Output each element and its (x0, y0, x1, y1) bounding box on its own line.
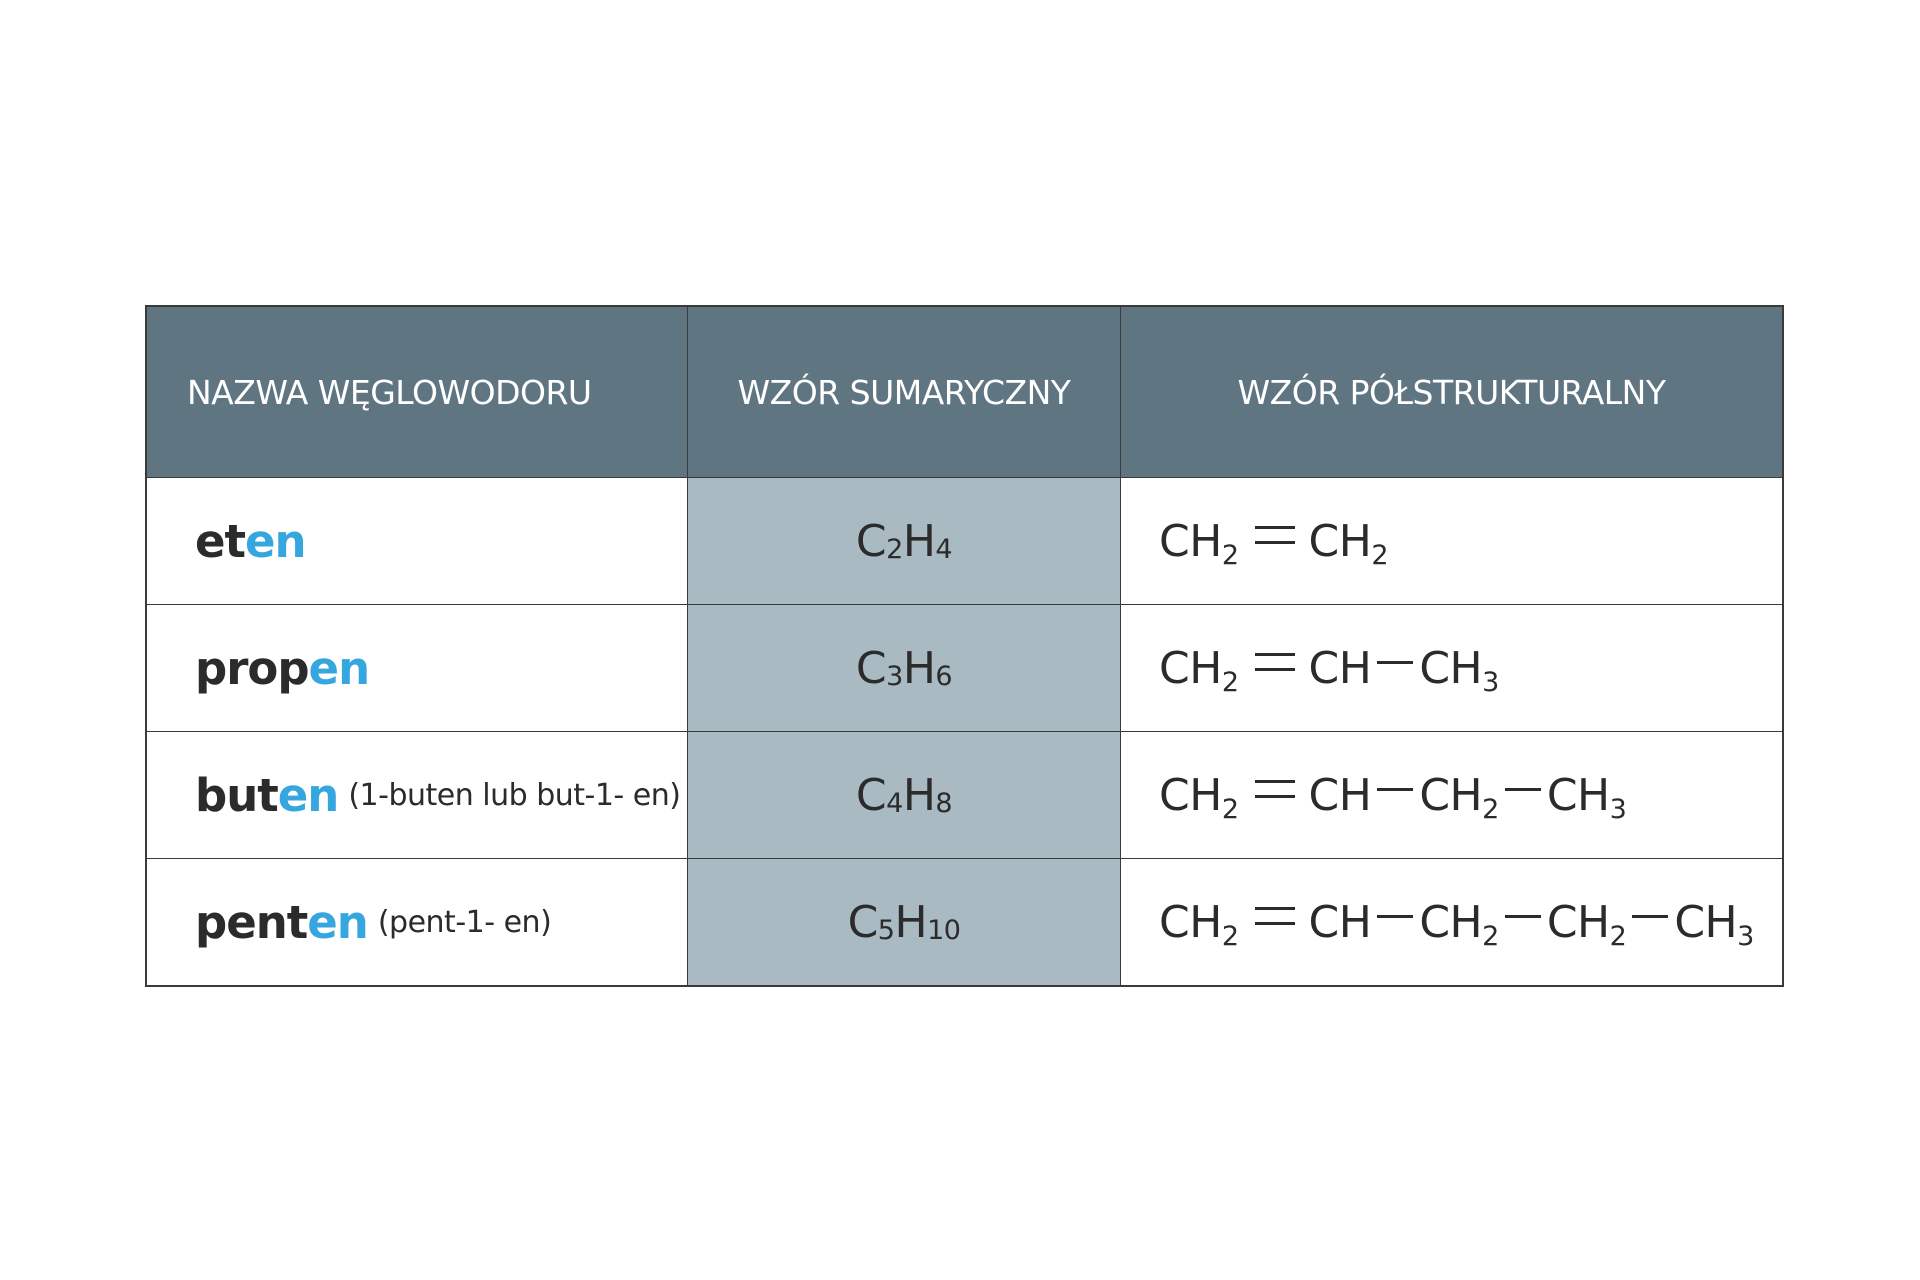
formula-hydrogen-count: 4 (935, 533, 953, 565)
name-cell (147, 605, 687, 731)
table-row (147, 604, 1782, 731)
formula-hydrogen: H (902, 515, 936, 567)
group-atoms: CH (1159, 896, 1222, 948)
table-row (147, 858, 1782, 985)
name-note: (1-buten lub but-1- en) (348, 777, 681, 813)
formula-carbon: C (855, 769, 887, 821)
molecular-formula (856, 643, 952, 694)
header-label-name: NAZWA WĘGLOWODORU (187, 372, 592, 412)
formula-carbon: C (847, 896, 878, 948)
hydrocarbon-name (195, 515, 306, 568)
formula-hydrogen: H (902, 642, 936, 694)
formula-carbon-count: 5 (877, 914, 895, 946)
structural-group (1419, 642, 1499, 698)
semi-structural-formula-cell (1120, 605, 1782, 731)
hydrocarbon-name (195, 896, 368, 949)
name-stem: pent (195, 895, 308, 949)
group-atoms: CH (1308, 769, 1372, 821)
molecular-formula-cell (687, 605, 1120, 731)
molecular-formula (856, 770, 952, 821)
group-subscript: 2 (1482, 920, 1499, 952)
header-cell-semi-structural-formula (1120, 307, 1782, 477)
table-body (147, 477, 1782, 985)
group-atoms: CH (1159, 515, 1222, 567)
structural-group (1309, 897, 1372, 948)
double-bond-symbol (1255, 526, 1295, 544)
molecular-formula-cell (687, 732, 1120, 858)
double-bond-symbol (1255, 780, 1295, 798)
table-row (147, 477, 1782, 604)
name-suffix-en: en (307, 895, 368, 949)
group-atoms: CH (1308, 896, 1372, 948)
structural-group (1546, 896, 1627, 952)
structural-group (1546, 769, 1627, 825)
table-header-row (147, 307, 1782, 477)
structural-group (1159, 769, 1239, 825)
semi-structural-formula (1159, 515, 1388, 571)
hydrocarbon-name (195, 642, 369, 695)
single-bond-symbol (1632, 915, 1668, 918)
name-suffix-en: en (245, 514, 306, 568)
formula-hydrogen: H (902, 769, 936, 821)
formula-hydrogen: H (894, 896, 928, 948)
group-atoms: CH (1159, 642, 1222, 694)
semi-structural-formula-cell (1120, 478, 1782, 604)
group-subscript: 3 (1482, 666, 1499, 698)
double-bond-symbol (1255, 653, 1295, 671)
name-stem: but (195, 768, 278, 822)
semi-structural-formula-cell (1120, 732, 1782, 858)
name-suffix-en: en (277, 768, 339, 822)
molecular-formula (856, 516, 952, 567)
structural-group (1159, 642, 1239, 698)
single-bond-symbol (1377, 661, 1413, 664)
table-row (147, 731, 1782, 858)
group-subscript: 2 (1221, 920, 1239, 952)
semi-structural-formula-cell (1120, 859, 1782, 985)
group-atoms: CH (1308, 642, 1372, 694)
single-bond-symbol (1505, 788, 1541, 791)
group-subscript: 2 (1371, 539, 1388, 571)
group-atoms: CH (1159, 769, 1222, 821)
double-bond-symbol (1255, 907, 1295, 925)
formula-carbon-count: 3 (886, 660, 903, 692)
structural-group (1159, 515, 1239, 571)
single-bond-symbol (1505, 915, 1541, 918)
name-stem: et (195, 514, 246, 568)
group-subscript: 2 (1221, 539, 1239, 571)
group-subscript: 2 (1221, 793, 1239, 825)
structural-group (1159, 896, 1239, 952)
structural-group (1309, 770, 1372, 821)
structural-group (1308, 515, 1389, 571)
name-suffix-en: en (308, 641, 370, 695)
group-atoms: CH (1308, 515, 1372, 567)
group-subscript: 2 (1221, 666, 1239, 698)
structural-group (1419, 896, 1499, 952)
hydrocarbon-name (195, 769, 338, 822)
molecular-formula-cell (687, 478, 1120, 604)
name-cell (147, 732, 687, 858)
header-label-molecular-formula: WZÓR SUMARYCZNY (737, 372, 1071, 412)
name-note: (pent-1- en) (377, 904, 552, 940)
group-atoms: CH (1419, 896, 1483, 948)
group-subscript: 3 (1609, 793, 1627, 825)
structural-group (1309, 643, 1372, 694)
header-label-semi-structural-formula: WZÓR PÓŁSTRUKTURALNY (1237, 372, 1666, 412)
structural-group (1419, 769, 1499, 825)
molecular-formula-cell (687, 859, 1120, 985)
formula-hydrogen-count: 8 (935, 787, 953, 819)
semi-structural-formula (1159, 642, 1499, 698)
single-bond-symbol (1377, 788, 1413, 791)
formula-hydrogen-count: 10 (927, 914, 961, 946)
formula-carbon-count: 4 (886, 787, 903, 819)
formula-carbon-count: 2 (886, 533, 903, 565)
group-subscript: 2 (1482, 793, 1499, 825)
group-subscript: 3 (1737, 920, 1754, 952)
semi-structural-formula (1159, 896, 1754, 952)
single-bond-symbol (1377, 915, 1413, 918)
formula-hydrogen-count: 6 (935, 660, 953, 692)
name-cell (147, 478, 687, 604)
formula-carbon: C (855, 642, 887, 694)
formula-carbon: C (855, 515, 887, 567)
molecular-formula (848, 897, 961, 948)
alkenes-table (145, 305, 1784, 987)
group-atoms: CH (1546, 896, 1610, 948)
group-atoms: CH (1674, 896, 1738, 948)
name-cell (147, 859, 687, 985)
name-stem: prop (195, 641, 309, 695)
group-subscript: 2 (1609, 920, 1627, 952)
header-cell-name (147, 307, 687, 477)
group-atoms: CH (1419, 769, 1483, 821)
group-atoms: CH (1419, 642, 1483, 694)
structural-group (1674, 896, 1754, 952)
semi-structural-formula (1159, 769, 1627, 825)
header-cell-molecular-formula (687, 307, 1120, 477)
group-atoms: CH (1546, 769, 1610, 821)
